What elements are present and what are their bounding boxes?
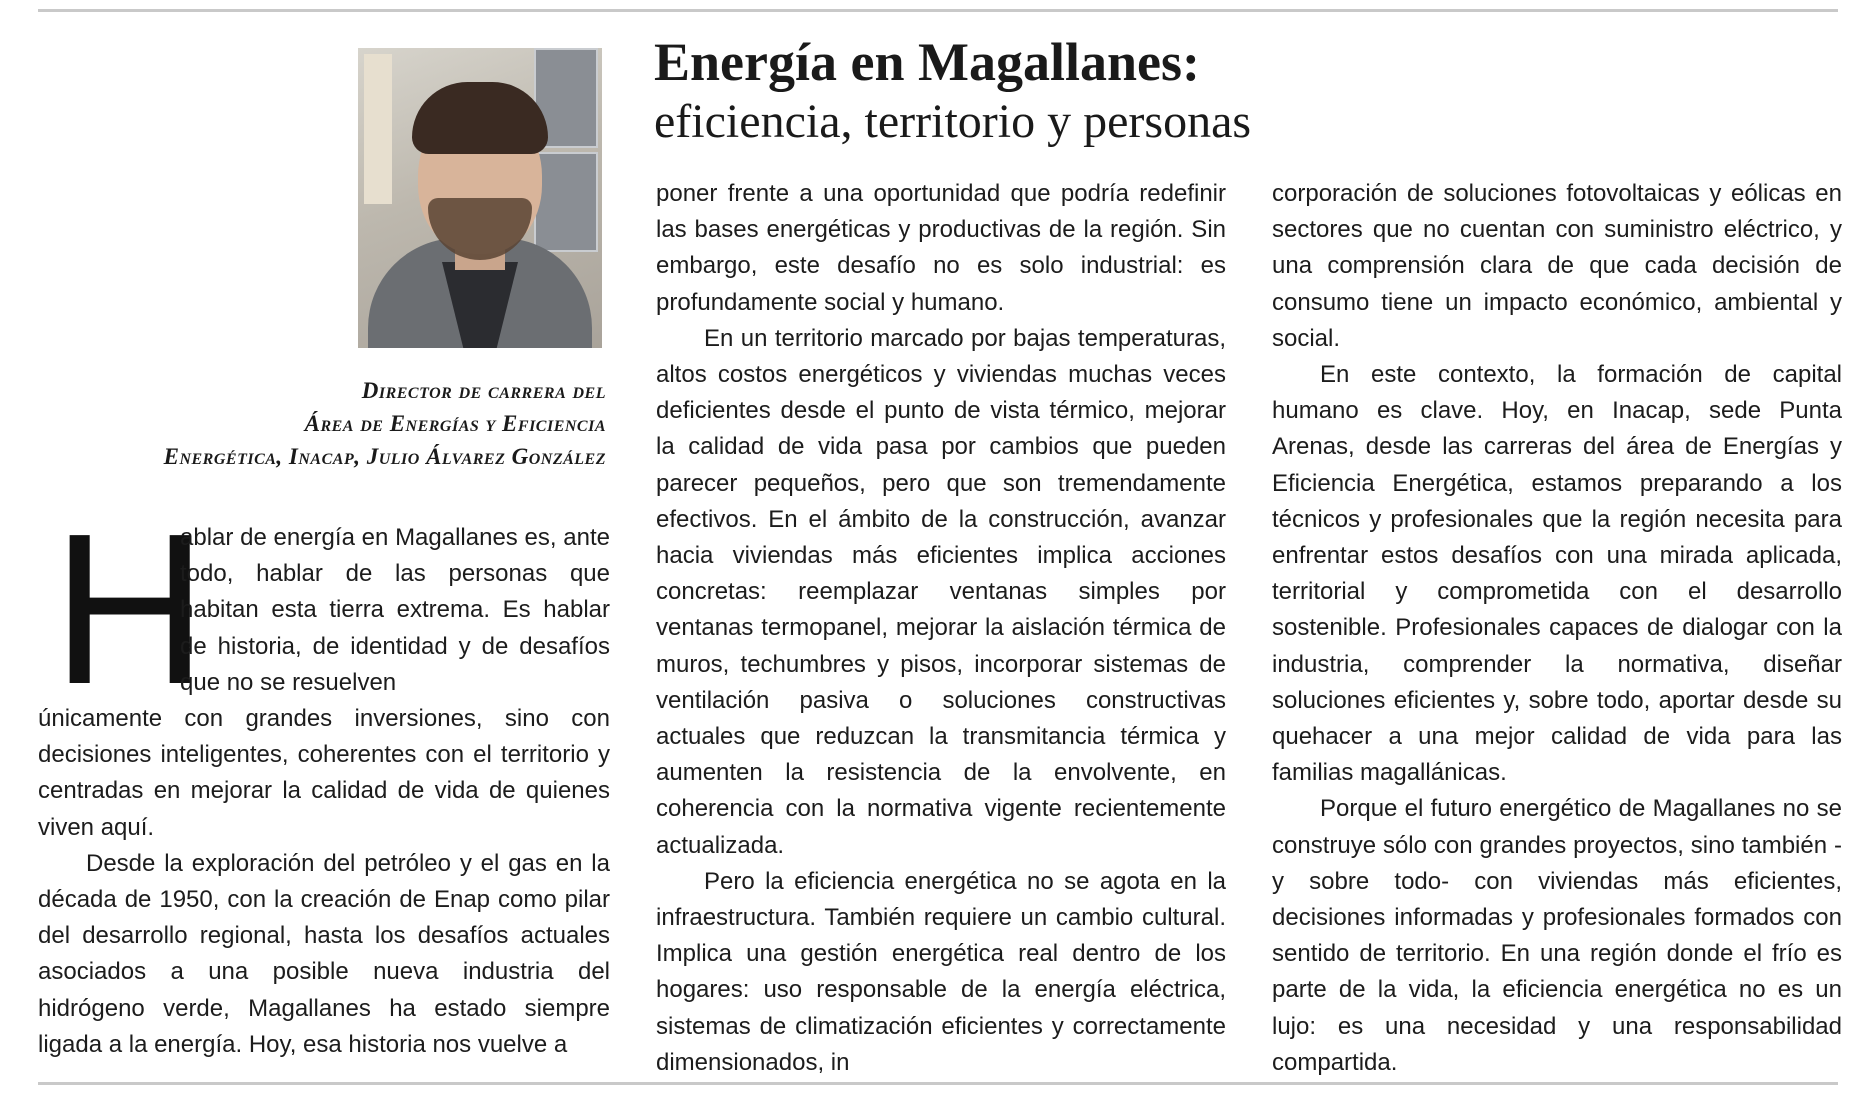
article-title: Energía en Magallanes: bbox=[654, 32, 1200, 92]
byline-line: Energética, Inacap, Julio Álvarez González bbox=[163, 444, 606, 469]
solar-panel bbox=[534, 152, 598, 252]
article-subtitle: eficiencia, territorio y personas bbox=[654, 95, 1252, 148]
paragraph: Porque el futuro energético de Magallanes no se construye sólo con grandes proyectos, sino también -y sobre todo- con viviendas más eficientes, decisiones informadas y profesionales formados con sentido de territorio. En una región donde el frío es parte de la vida, la eficiencia energética no es un lujo: es una necesidad y una responsabilidad compartida. bbox=[1272, 795, 1842, 1076]
paragraph: Desde la exploración del petróleo y el gas en la década de 1950, con la creación de Enap como pilar del desarrollo regional, hasta los desafíos actuales asociados a una posible nueva industria del hidrógeno verde, Magallanes ha estado siempre ligada a la energía. Hoy, esa historia nos vuelve a bbox=[38, 849, 610, 1058]
bottom-rule bbox=[38, 1082, 1838, 1085]
paragraph: ablar de energía en Magallanes es, ante todo, hablar de las personas que habitan esta tierra extrema. Es hablar de historia, de identidad y de desafíos que no se resuelven bbox=[180, 524, 610, 696]
author-photo bbox=[358, 48, 602, 348]
author-byline bbox=[6, 374, 606, 473]
column-1-intro bbox=[180, 520, 610, 701]
column-1 bbox=[38, 701, 610, 1063]
byline-line: Director de carrera del bbox=[361, 378, 606, 403]
drop-cap: H bbox=[52, 488, 208, 729]
column-2 bbox=[656, 176, 1226, 1081]
paragraph: poner frente a una oportunidad que podría redefinir las bases energéticas y productivas de la región. Sin embargo, este desafío no es solo industrial: es profundamente social y humano. bbox=[656, 180, 1226, 316]
paragraph: En un territorio marcado por bajas temperaturas, altos costos energéticos y viviendas muchas veces deficientes desde el punto de vista térmico, mejorar la calidad de vida pasa por cambios que pueden parecer pequeños, pero que son tremendamente efectivos. En el ámbito de la construcción, avanzar hacia viviendas más eficientes implica acciones concretas: reemplazar ventanas simples por ventanas termopanel, mejorar la aislación térmica de muros, techumbres y pisos, incorporar sistemas de ventilación pasiva o soluciones constructivas actuales que reduzcan la transmitancia térmica y aumenten la resistencia de la envolvente, en coherencia con la normativa vigente recientemente actualizada. bbox=[656, 324, 1226, 859]
paragraph: Pero la eficiencia energética no se agota en la infraestructura. También requiere un cambio cultural. Implica una gestión energética real dentro de los hogares: uso responsable de la energía eléctrica, sistemas de climatización eficientes y correctamente dimensionados, in bbox=[656, 867, 1226, 1076]
hair bbox=[412, 82, 548, 154]
paragraph: únicamente con grandes inversiones, sino con decisiones inteligentes, coherentes con el territorio y centradas en mejorar la calidad de vida de quienes viven aquí. bbox=[38, 705, 610, 841]
paragraph: corporación de soluciones fotovoltaicas y eólicas en sectores que no cuentan con suministro eléctrico, y una comprensión clara de que cada decisión de consumo tiene un impacto económico, ambiental y social. bbox=[1272, 180, 1842, 352]
byline-line: Área de Energías y Eficiencia bbox=[304, 411, 606, 436]
paragraph: En este contexto, la formación de capital humano es clave. Hoy, en Inacap, sede Punta Arenas, desde las carreras del área de Energías y Eficiencia Energética, estamos preparando a los técnicos y profesionales que la región necesita para enfrentar estos desafíos con una mirada aplicada, territorial y comprometida con el desarrollo sostenible. Profesionales capaces de dialogar con la industria, comprender la normativa, diseñar soluciones eficientes y, sobre todo, aportar desde su quehacer a una mejor calidad de vida para las familias magallánicas. bbox=[1272, 361, 1842, 787]
top-rule bbox=[38, 9, 1838, 12]
background-sign bbox=[364, 54, 392, 204]
column-3 bbox=[1272, 176, 1842, 1081]
